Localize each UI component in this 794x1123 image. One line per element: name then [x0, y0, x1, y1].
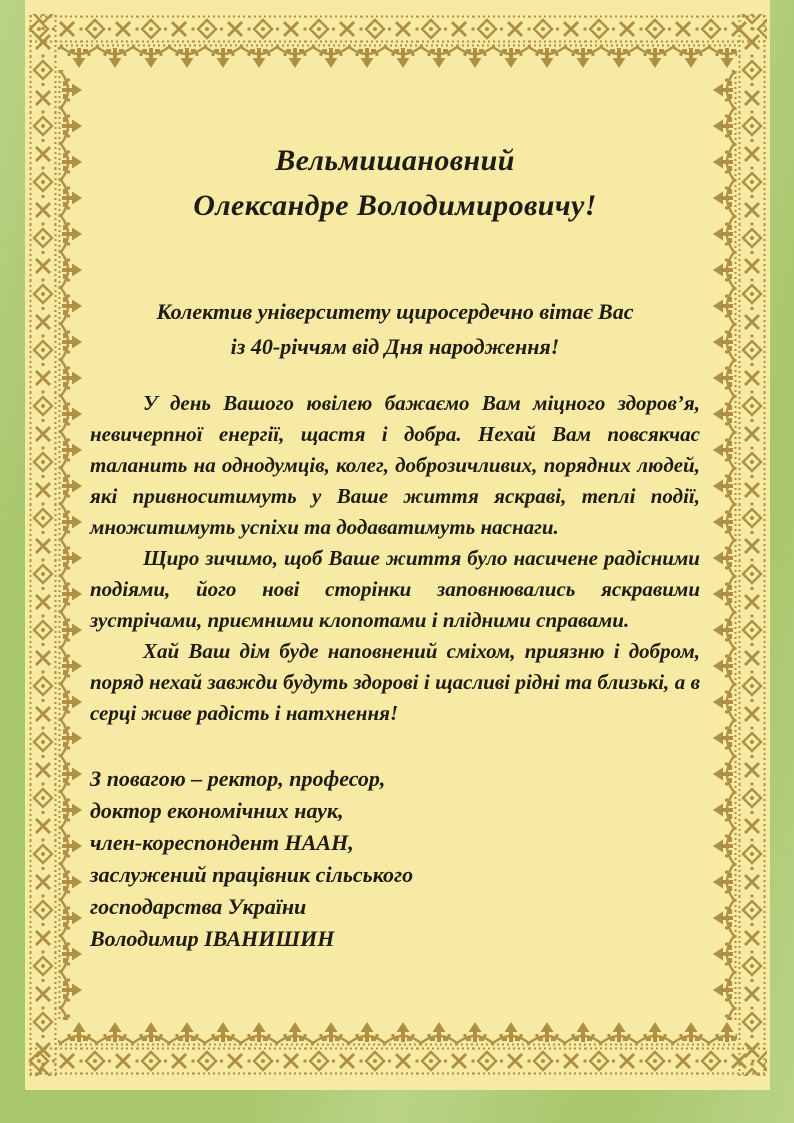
signature-block: [90, 763, 700, 955]
card-title: [90, 138, 700, 228]
greeting-heading: [90, 294, 700, 364]
body-text: [90, 388, 700, 729]
card-content: [90, 0, 700, 1090]
card-title-line: Вельмишановний: [275, 144, 515, 177]
greeting-line: із 40-річчям від Дня народження!: [230, 334, 560, 359]
body-paragraph: У день Вашого ювілею бажаємо Вам міцного здоров’я, невичерпної енергії, щастя і добра. Нехай Вам повсякчас таланить на однодумців, колег, доброзичливих, порядних людей, які привноситимуть у Ваше життя яскраві, теплі події, множитимуть успіхи та додаватимуть наснаги.: [90, 391, 700, 539]
card-title-line: Олександре Володимировичу!: [193, 189, 597, 222]
body-paragraph: Хай Ваш дім буде наповнений сміхом, приязню і добром, поряд нехай завжди будуть здорові і щасливі рідні та близькі, а в серці живе радість і натхнення!: [90, 639, 700, 725]
greeting-line: Колектив університету щиросердечно вітає Вас: [156, 299, 634, 324]
signature-line: член-кореспондент НААН,: [90, 830, 354, 855]
card-panel: [25, 0, 770, 1090]
signature-line: доктор економічних наук,: [90, 798, 344, 823]
body-paragraph: Щиро зичимо, щоб Ваше життя було насичене радісними подіями, його нові сторінки заповнювались яскравими зустрічами, приємними клопотами і плідними справами.: [90, 546, 700, 632]
signature-line: заслужений працівник сільського: [90, 862, 414, 887]
signature-line: Володимир ІВАНИШИН: [90, 926, 335, 951]
signature-line: господарства України: [90, 894, 307, 919]
signature-line: З повагою – ректор, професор,: [90, 766, 386, 791]
